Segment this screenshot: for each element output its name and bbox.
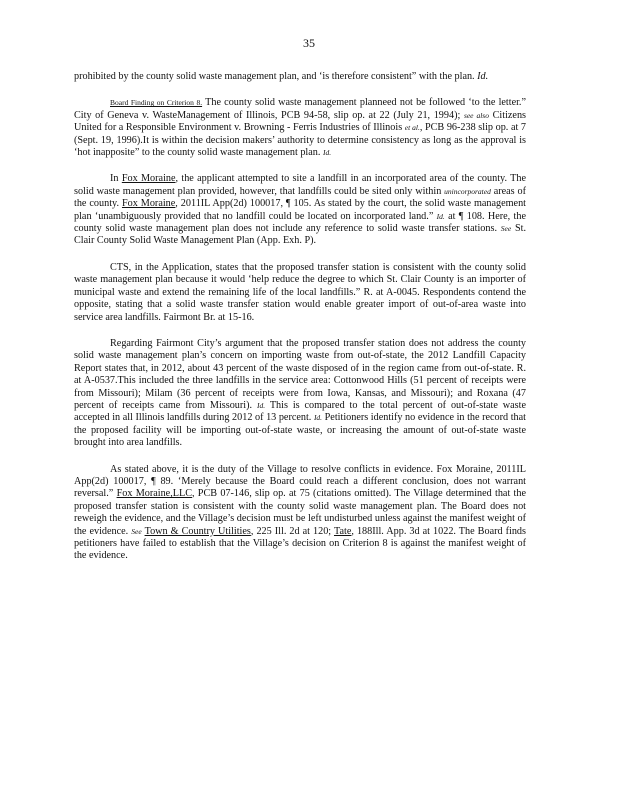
paragraph-4 <box>74 262 526 324</box>
paragraph-2 <box>74 97 526 159</box>
case-name: Fox Moraine,LLC <box>116 488 192 500</box>
section-heading: Board Finding on Criterion 8. <box>110 98 203 108</box>
paragraph-text: As stated above, it is the duty of the Village to resolve conflicts in evidence. Fox Moraine, 2011IL App(2d) 100017, ¶ 89. ‘Merely because the Board could reach a different conclusion, does not warrant reversal.” <box>74 463 526 500</box>
paragraph-text: , 225 Ill. 2d at 120; <box>250 525 332 537</box>
paragraph-text: , the applicant attempted to site a landfill in an incorporated area of the county. The solid waste management plan provided, however, that landfills could be sited only within <box>74 173 526 197</box>
case-name: Citizens United for a Responsible Environment v. Browning - Ferris Industries of Illinois <box>74 109 526 134</box>
case-name: Tate <box>333 525 352 537</box>
page-number: 35 <box>303 36 315 50</box>
signal-word: See <box>500 224 512 234</box>
paragraph-5 <box>74 338 526 450</box>
paragraph-text: St. Clair County Solid Waste Management Plan (App. Exh. P). <box>74 223 526 247</box>
paragraph-text: Regarding Fairmont City’s argument that the proposed transfer station does not address the county solid waste management plan’s concern on importing waste from out-of-state, the 2012 Landfill Capacity Report states that, in 2012, about 43 percent of the waste disposed of in the region came from out-of-state. R. at A-0537.This included the three landfills in the service area: Cottonwood Hills (51 percent of receipts were from Missouri); Milam (36 percent of receipts were from Iowa, Kansas, and Missouri); and Roxana (47 percent of receipts came from Missouri). <box>74 337 526 411</box>
paragraph-text: at ¶ 108. Here, the county solid waste management plan does not include any reference to solid waste transfer stations. <box>74 210 526 235</box>
paragraph-text: CTS, in the Application, states that the proposed transfer station is consistent with the county solid waste management plan because it would ‘help reduce the degree to which St. Clair County is an importer of municipal waste and extend the remaining life of the local landfills.” R. at A-0045. Respondents contend the opposite, stating that a solid waste transfer station would enable greater import of out-of-area waste into service area landfills. Fairmont Br. at 15-16. <box>74 261 526 323</box>
paragraph-1 <box>74 71 526 83</box>
paragraph-text: , PCB 07-146, slip op. at 75 (citations omitted). The Village determined that the proposed transfer station is consistent with the county solid waste management plan. The Board does not reweigh the evidence, and the Village’s decision must be left undisturbed unless against the manifest weight of the evidence. <box>74 488 526 537</box>
signal-word: et al. <box>404 123 420 133</box>
paragraph-text: prohibited by the county solid waste management plan, and ‘is therefore consistent” with the plan. <box>74 71 475 82</box>
paragraph-text: In <box>110 173 119 185</box>
case-name: Fox Moraine <box>121 198 176 210</box>
paragraph-text: , PCB 96-238 slip op. at 7 (Sept. 19, 1996).It is within the decision makers’ authority to determine consistency as long as the approval is ‘hot inapposite” to the county solid waste management plan. <box>74 122 526 159</box>
paragraph-text: Petitioners identify no evidence in the record that the proposed facility will be importing out-of-state waste, or increasing the amount of out-of-state waste brought into area landfills. <box>74 412 526 449</box>
paragraph-3 <box>74 173 526 247</box>
paragraph-text: This is compared to the total percent of out-of-state waste accepted in all Illinois landfills during 2012 of 13 percent. <box>74 399 526 424</box>
citation: Id. <box>322 148 332 158</box>
paragraph-6 <box>74 464 526 563</box>
paragraph-text: , 188Ill. App. 3d at 1022. The Board finds petitioners have failed to establish that the Village’s decision on Criterion 8 is against the manifest weight of the evidence. <box>74 525 526 562</box>
paragraph-text: areas of the county. <box>74 185 526 210</box>
citation: Id. <box>313 413 323 423</box>
emphasis-word: unincorporated <box>444 186 491 196</box>
citation: Id. <box>256 400 266 410</box>
paragraph-text: , 2011IL App(2d) 100017, ¶ 105. As stated by the court, the solid waste management plan ‘unambiguously provided that no landfill could be located on incorporated land.” <box>74 198 526 222</box>
case-name: Town & Country Utilities <box>144 525 251 537</box>
document-body <box>74 71 526 577</box>
signal-word: see also <box>463 110 489 120</box>
case-name: Fox Moraine <box>121 173 176 185</box>
citation: Id. <box>477 71 489 82</box>
signal-word: See <box>131 526 142 536</box>
citation: Id. <box>436 211 445 221</box>
paragraph-text: The county solid waste management planneed not be followed ‘to the letter.” City of Geneva v. WasteManagement of Illinois, PCB 94-58, slip op. at 22 (July 21, 1994); <box>74 97 526 121</box>
